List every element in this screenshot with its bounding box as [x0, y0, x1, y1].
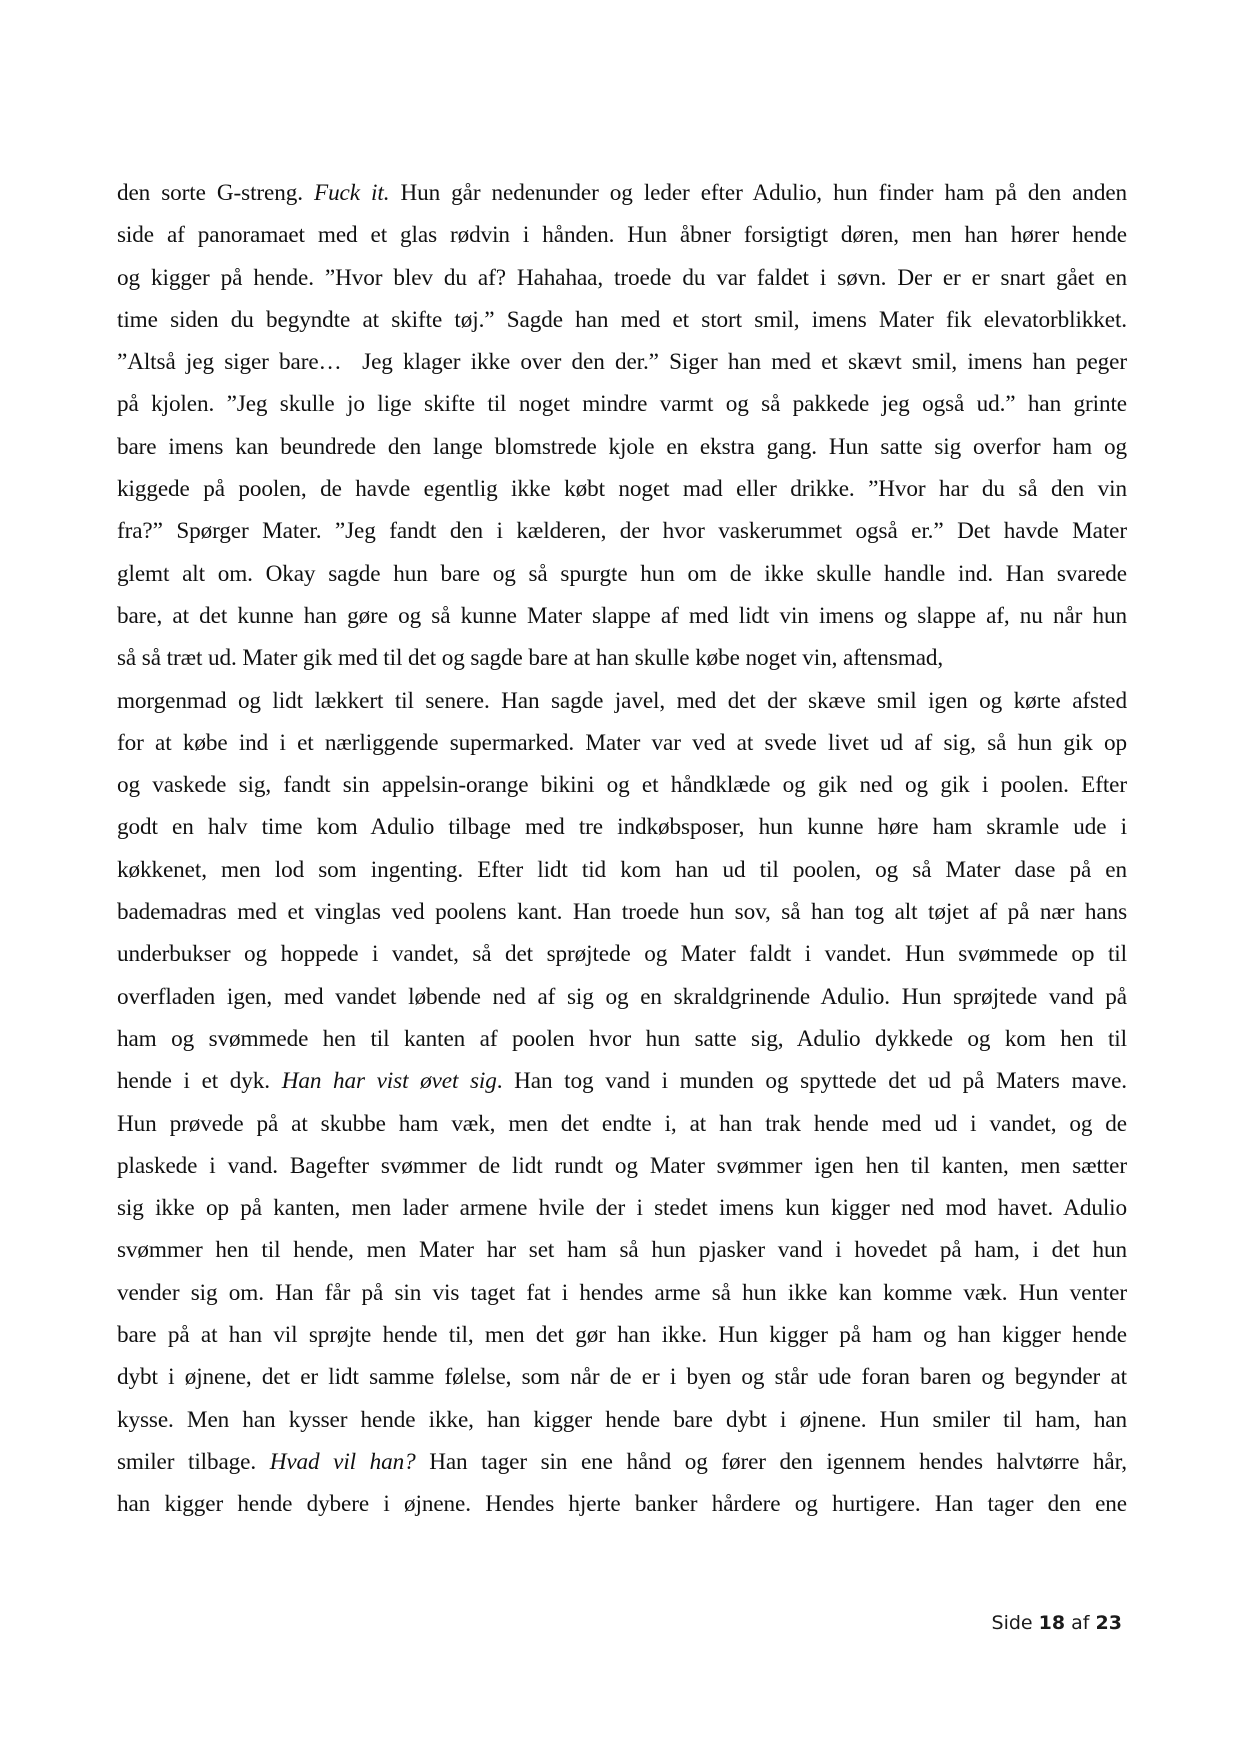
- text-line: [117, 426, 1127, 468]
- text-line: [117, 1441, 1127, 1483]
- text-segment: hende i et dyk.: [117, 1068, 282, 1095]
- text-segment: overfladen igen, med vandet løbende ned af sig og en skraldgrinende Adulio. Hun sprøjtede vand på: [117, 983, 1127, 1010]
- text-segment: svømmer hen til hende, men Mater har set ham så hun pjasker vand i hovedet på ham, i det hun: [117, 1237, 1127, 1264]
- text-segment: . Han tog vand i munden og spyttede det ud på Maters mave.: [496, 1068, 1127, 1095]
- text-segment: kiggede på poolen, de havde egentlig ikke købt noget mad eller drikke. ”Hvor har du så den vin: [117, 476, 1127, 503]
- italic-text: Fuck it.: [314, 180, 390, 206]
- text-line: [117, 849, 1127, 891]
- text-segment: bare imens kan beundrede den lange blomstrede kjole en ekstra gang. Hun satte sig overfor ham og: [117, 433, 1127, 460]
- text-line: [117, 1145, 1127, 1187]
- text-segment: bademadras med et vinglas ved poolens kant. Han troede hun sov, så han tog alt tøjet af på nær hans: [117, 899, 1127, 926]
- text-segment: bare på at han vil sprøjte hende til, men det gør han ikke. Hun kigger på ham og han kigger hende: [117, 1322, 1127, 1349]
- text-segment: bare, at det kunne han gøre og så kunne Mater slappe af med lidt vin imens og slappe af, nu når hun: [117, 602, 1127, 629]
- total-pages: 23: [1095, 1612, 1122, 1634]
- text-line: [117, 1399, 1127, 1441]
- text-segment: Hun går nedenunder og leder efter Adulio, hun finder ham på den anden: [389, 180, 1128, 206]
- text-segment: køkkenet, men lod som ingenting. Efter lidt tid kom han ud til poolen, og så Mater dase på en: [117, 856, 1127, 883]
- text-segment: dybt i øjnene, det er lidt samme følelse, som når de er i byen og står ude foran baren og begynder at: [117, 1364, 1127, 1391]
- text-segment: Han tager sin ene hånd og fører den igennem hendes halvtørre hår,: [415, 1448, 1127, 1475]
- text-line: [117, 976, 1127, 1018]
- text-segment: for at købe ind i et nærliggende supermarked. Mater var ved at svede livet ud af sig, så hun gik op: [117, 729, 1127, 756]
- text-line: [117, 595, 1127, 637]
- text-line: [117, 722, 1127, 764]
- page-prefix: Side: [991, 1612, 1039, 1634]
- text-segment: side af panoramaet med et glas rødvin i hånden. Hun åbner forsigtigt døren, men han hører hende: [117, 222, 1127, 249]
- current-page-number: 18: [1038, 1612, 1066, 1634]
- text-line: [117, 1018, 1127, 1060]
- text-line: [117, 214, 1127, 256]
- text-line: [117, 383, 1127, 425]
- text-segment: på kjolen. ”Jeg skulle jo lige skifte til noget mindre varmt og så pakkede jeg også ud.” han grinte: [117, 391, 1127, 418]
- text-segment: smiler tilbage.: [117, 1448, 270, 1475]
- text-line: [117, 341, 1127, 383]
- text-segment: og vaskede sig, fandt sin appelsin-orange bikini og et håndklæde og gik ned og gik i poolen. Efter: [117, 772, 1127, 799]
- text-line: [117, 1356, 1127, 1398]
- italic-text: Hvad vil han?: [269, 1448, 416, 1475]
- text-segment: ham og svømmede hen til kanten af poolen hvor hun satte sig, Adulio dykkede og kom hen til: [117, 1025, 1127, 1052]
- text-segment: godt en halv time kom Adulio tilbage med tre indkøbsposer, hun kunne høre ham skramle ude i: [117, 814, 1127, 841]
- text-line: [117, 1483, 1127, 1525]
- text-segment: underbukser og hoppede i vandet, så det sprøjtede og Mater faldt i vandet. Hun svømmede op til: [117, 941, 1127, 968]
- text-line: [117, 468, 1127, 510]
- italic-text: Han har vist øvet sig: [281, 1068, 497, 1095]
- text-segment: fra?” Spørger Mater. ”Jeg fandt den i kælderen, der hvor vaskerummet også er.” Det havde Mater: [117, 518, 1127, 545]
- text-segment: han kigger hende dybere i øjnene. Hendes hjerte banker hårdere og hurtigere. Han tager den ene: [117, 1491, 1127, 1518]
- text-line: [117, 510, 1127, 552]
- text-line: [117, 680, 1127, 722]
- page-footer: [992, 1612, 1122, 1634]
- text-line: [117, 891, 1127, 933]
- text-line: [117, 806, 1127, 848]
- page-separator: af: [1065, 1612, 1096, 1634]
- text-line: [117, 299, 1127, 341]
- text-line: [117, 553, 1127, 595]
- text-segment: og kigger på hende. ”Hvor blev du af? Hahahaa, troede du var faldet i søvn. Der er er snart gået en: [117, 264, 1127, 291]
- text-segment: den sorte G-streng.: [117, 180, 314, 206]
- text-line: [117, 637, 1127, 679]
- text-line: [117, 1103, 1127, 1145]
- text-segment: glemt alt om. Okay sagde hun bare og så spurgte hun om de ikke skulle handle ind. Han svarede: [117, 560, 1127, 587]
- text-line: [117, 933, 1127, 975]
- text-segment: sig ikke op på kanten, men lader armene hvile der i stedet imens kun kigger ned mod havet. Adulio: [117, 1195, 1127, 1222]
- text-segment: time siden du begyndte at skifte tøj.” Sagde han med et stort smil, imens Mater fik elevatorblikket.: [117, 306, 1127, 333]
- text-segment: plaskede i vand. Bagefter svømmer de lidt rundt og Mater svømmer igen hen til kanten, men sætter: [117, 1152, 1127, 1179]
- text-line: [117, 1060, 1127, 1102]
- text-segment: så så træt ud. Mater gik med til det og sagde bare at han skulle købe noget vin, aftensmad,: [117, 645, 944, 672]
- text-segment: morgenmad og lidt lækkert til senere. Han sagde javel, med det der skæve smil igen og kørte afsted: [117, 687, 1127, 714]
- text-line: [117, 1314, 1127, 1356]
- text-segment: kysse. Men han kysser hende ikke, han kigger hende bare dybt i øjnene. Hun smiler til ham, han: [117, 1406, 1127, 1433]
- text-line: [117, 172, 1127, 214]
- body-text: [117, 172, 1127, 1526]
- text-line: [117, 1229, 1127, 1271]
- text-segment: Hun prøvede på at skubbe ham væk, men det endte i, at han trak hende med ud i vandet, og de: [117, 1110, 1127, 1137]
- text-line: [117, 1272, 1127, 1314]
- text-segment: ”Altså jeg siger bare… Jeg klager ikke over den der.” Siger han med et skævt smil, imens han peger: [117, 349, 1127, 376]
- text-line: [117, 764, 1127, 806]
- text-segment: vender sig om. Han får på sin vis taget fat i hendes arme så hun ikke kan komme væk. Hun venter: [117, 1279, 1127, 1306]
- text-line: [117, 1187, 1127, 1229]
- text-line: [117, 257, 1127, 299]
